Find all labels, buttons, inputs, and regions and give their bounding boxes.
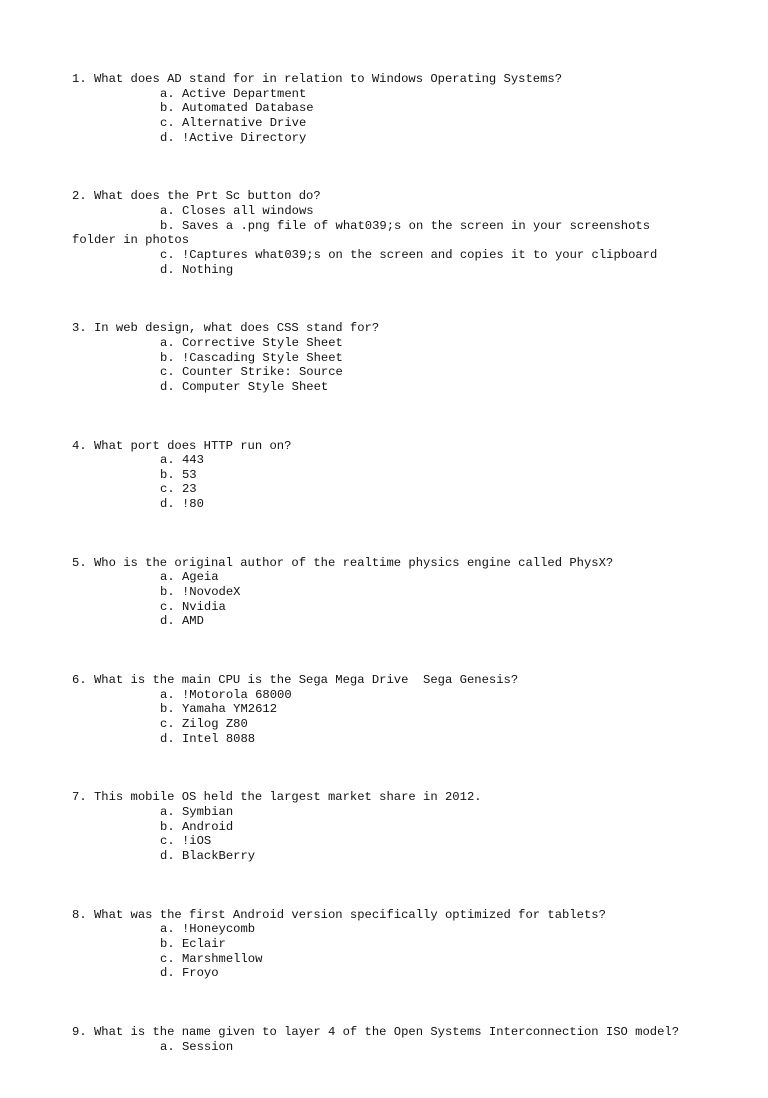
answer-option: c. Marshmellow (160, 951, 263, 966)
answer-option: c. !Captures what039;s on the screen and copies it to your clipboard (160, 247, 658, 262)
answer-option: b. Eclair (160, 936, 226, 951)
question-3 (72, 321, 712, 394)
answer-option: c. Zilog Z80 (160, 717, 248, 732)
answer-option: a. Session (160, 1039, 234, 1054)
answer-option: d. Froyo (160, 966, 219, 981)
answer-option-continuation: folder in photos (72, 233, 190, 248)
answer-option: a. !Motorola 68000 (160, 687, 292, 702)
question-4 (72, 439, 712, 512)
question-1 (72, 72, 712, 145)
question-5 (72, 556, 712, 629)
answer-option: c. Counter Strike: Source (160, 365, 343, 380)
answer-option: d. Nothing (160, 262, 234, 277)
answer-option: a. Ageia (160, 570, 219, 585)
answer-option: c. Alternative Drive (160, 115, 307, 130)
answer-option: c. 23 (160, 482, 197, 497)
answer-option: a. Corrective Style Sheet (160, 335, 343, 350)
answer-option: b. Yamaha YM2612 (160, 702, 278, 717)
question-2 (72, 189, 712, 277)
answer-option: a. 443 (160, 453, 204, 468)
question-stem: 4. What port does HTTP run on? (72, 438, 292, 453)
answer-option: a. Active Department (160, 86, 307, 101)
quiz-document (72, 72, 712, 1098)
answer-option: d. AMD (160, 614, 204, 629)
answer-option: b. !Cascading Style Sheet (160, 350, 343, 365)
question-8 (72, 908, 712, 981)
answer-option: b. Saves a .png file of what039;s on the screen in your screenshots (160, 218, 651, 233)
answer-option: d. BlackBerry (160, 848, 256, 863)
question-6 (72, 673, 712, 746)
answer-option: a. Symbian (160, 805, 234, 819)
question-stem: 5. Who is the original author of the realtime physics engine called PhysX? (72, 555, 614, 570)
question-9 (72, 1025, 712, 1054)
answer-option: b. !NovodeX (160, 585, 241, 600)
question-stem: 6. What is the main CPU is the Sega Mega Drive Sega Genesis? (72, 673, 519, 688)
answer-option: b. Automated Database (160, 101, 314, 116)
answer-option: d. !Active Directory (160, 130, 307, 145)
question-7 (72, 790, 712, 863)
question-stem: 7. This mobile OS held the largest market share in 2012. (72, 790, 482, 805)
answer-option: a. !Honeycomb (160, 922, 256, 937)
answer-option: c. !iOS (160, 834, 212, 849)
answer-option: c. Nvidia (160, 599, 226, 614)
answer-option: d. !80 (160, 497, 204, 512)
question-stem: 3. In web design, what does CSS stand for? (72, 321, 380, 336)
question-stem: 1. What does AD stand for in relation to Windows Operating Systems? (72, 72, 563, 86)
answer-option: b. Android (160, 819, 234, 834)
answer-option: a. Closes all windows (160, 203, 314, 218)
question-stem: 8. What was the first Android version specifically optimized for tablets? (72, 907, 606, 922)
question-stem: 9. What is the name given to layer 4 of the Open Systems Interconnection ISO model? (72, 1024, 680, 1039)
answer-option: d. Computer Style Sheet (160, 379, 329, 394)
answer-option: b. 53 (160, 467, 197, 482)
answer-option: d. Intel 8088 (160, 731, 256, 746)
question-stem: 2. What does the Prt Sc button do? (72, 189, 321, 204)
